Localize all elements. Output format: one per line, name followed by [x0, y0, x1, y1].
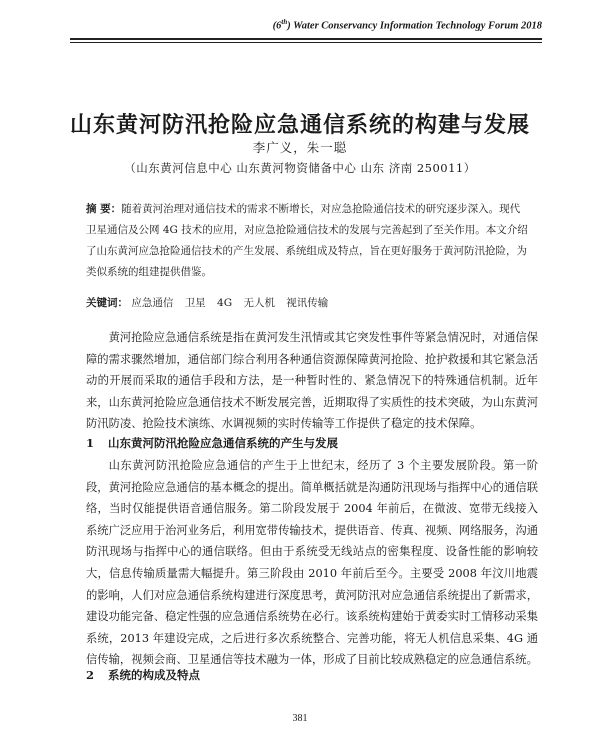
- section-title: 系统的构成及特点: [108, 668, 200, 682]
- body-paragraph: 黄河抢险应急通信系统是指在黄河发生汛情或其它突发性事件等紧急情况时，对通信保障的需求骤然增加，通信部门综合利用各种通信资源保障黄河抢险、抢护救援和其它紧急活动的开展而采取的通信手段和方法，是一种暂时性的、紧急情况下的特殊通信机制。近年来，山东黄河抢险应急通信技术不断发展完善，近期取得了实质性的技术突破，为山东黄河防汛防凌、抢险技术演练、水调视频的实时传输等工作提供了稳定的技术保障。: [86, 331, 538, 431]
- affiliation: （山东黄河信息中心 山东黄河物资储备中心 山东 济南 250011）: [124, 161, 476, 175]
- authors: 李广义，朱一聪: [252, 140, 348, 155]
- abstract-label: 摘 要：: [86, 203, 122, 215]
- keyword: 无人机: [243, 297, 275, 309]
- running-header: (6th) Water Conservancy Information Technology Forum 2018: [272, 18, 542, 32]
- abstract-text: 随着黄河治理对通信技术的需求不断增长，对应急抢险通信技术的研究逐步深入。现代卫星通信及公网 4G 技术的应用，对应急抢险通信技术的发展与完善起到了至关作用。本文介绍了山东黄河应急抢险通信技术的产生发展、系统组成及特点，旨在更好服务于黄河防汛抢险，为类似系统的组建提供借鉴。: [86, 203, 528, 278]
- keyword: 应急通信: [131, 297, 174, 309]
- keywords-label: 关键词：: [86, 297, 128, 309]
- header-rule: [70, 38, 542, 43]
- body-paragraph: 山东黄河防汛抢险应急通信的产生于上世纪末，经历了 3 个主要发展阶段。第一阶段，黄河抢险应急通信的基本概念的提出。简单概括就是沟通防汛现场与指挥中心的通信联络，当时仅能提供语音通信服务。第二阶段发展于 2004 年前后，在微波、宽带无线接入系统广泛应用于治河业务后，利用宽带传输技术，提供语音、传真、视频、网络服务，沟通防汛现场与指挥中心的通信联络。但由于系统受无线站点的密集程度、设备性能的影响较大，信息传输质量需大幅提升。第三阶段由 2010 年前后至今。主要受 2008 年汶川地震的影响，人们对应急通信系统构建进行深度思考，黄河防汛对应急通信系统提出了新需求，建设功能完备、稳定性强的应急通信系统势在必行。该系统构建始于黄委实时工情移动采集系统，2013 年建设完成，之后进行多次系统整合、完善功能，将无人机信息采集、4G 通信传输，视频会商、卫星通信等技术融为一体，形成了目前比较成熟稳定的应急通信系统。: [86, 459, 538, 667]
- abstract: [86, 199, 528, 283]
- keyword: 4G: [217, 297, 233, 309]
- page-number: 381: [292, 713, 308, 724]
- keywords: [86, 295, 528, 311]
- section-title: 山东黄河防汛抢险应急通信系统的产生与发展: [108, 436, 338, 450]
- keyword: 卫星: [184, 297, 206, 309]
- paper-title: 山东黄河防汛抢险应急通信系统的构建与发展: [69, 112, 530, 138]
- section-heading: [86, 666, 538, 684]
- keyword: 视讯传输: [286, 297, 329, 309]
- section-heading: [86, 434, 538, 452]
- section-number: 2: [86, 668, 95, 682]
- section-number: 1: [86, 436, 95, 450]
